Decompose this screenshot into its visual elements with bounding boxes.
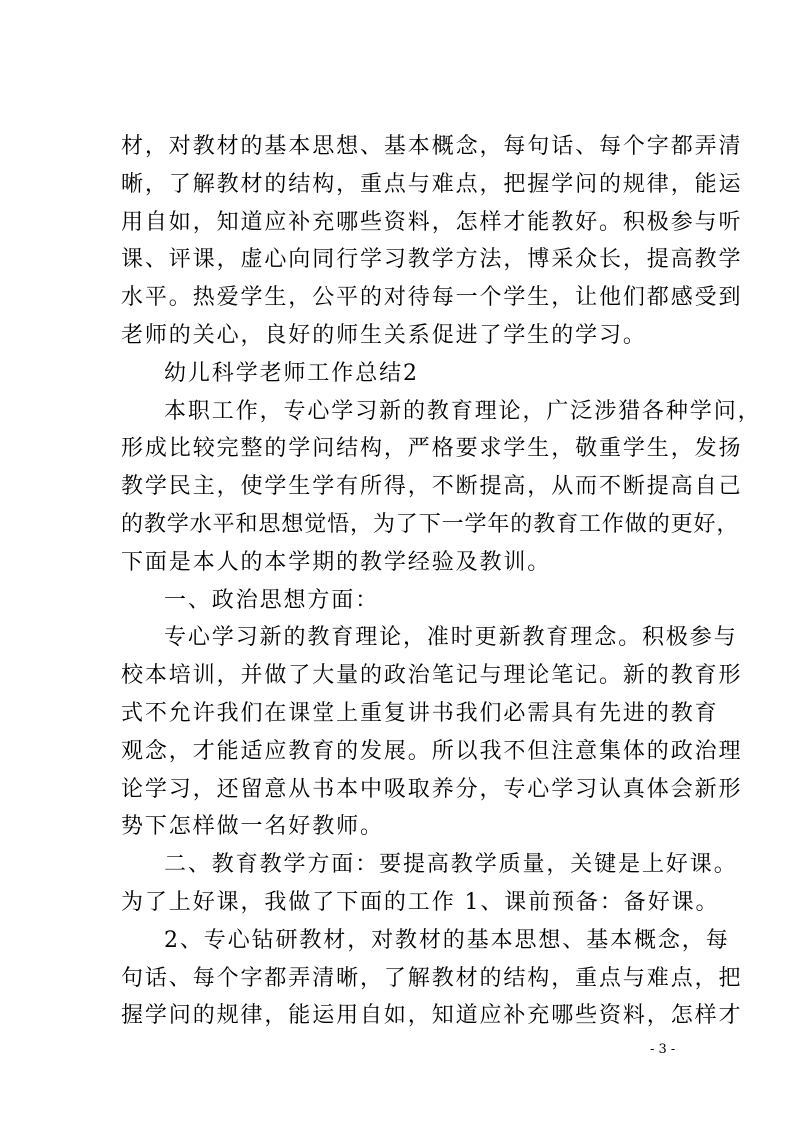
- page-number: - 3 -: [650, 1042, 676, 1057]
- paragraph-line: 本职工作，专心学习新的教育理论，广泛涉猎各种学问，: [164, 399, 762, 424]
- paragraph-line: 2、专心钻研教材，对教材的基本思想、基本概念，每: [164, 928, 730, 953]
- paragraph-line: 晰，了解教材的结构，重点与难点，把握学问的规律，能运: [121, 172, 743, 197]
- section-heading: 一、政治思想方面：: [164, 588, 380, 613]
- paragraph-line: 形成比较完整的学问结构，严格要求学生，敬重学生，发扬: [121, 436, 743, 461]
- section-heading: 二、教育教学方面：要提高教学质量，关键是上好课。: [164, 852, 738, 877]
- paragraph-line: 为了上好课，我做了下面的工作 1、课前预备：备好课。: [121, 890, 720, 915]
- paragraph-line: 校本培训，并做了大量的政治笔记与理论笔记。新的教育形: [121, 663, 743, 688]
- paragraph-line: 教学民主，使学生学有所得，不断提高，从而不断提高自己: [121, 474, 743, 499]
- paragraph-line: 论学习，还留意从书本中吸取养分，专心学习认真体会新形: [121, 777, 743, 802]
- paragraph-line: 课、评课，虚心向同行学习教学方法，博采众长，提高教学: [121, 247, 743, 272]
- paragraph-line: 材，对教材的基本思想、基本概念，每句话、每个字都弄清: [121, 134, 743, 159]
- paragraph-line: 老师的关心，良好的师生关系促进了学生的学习。: [121, 323, 647, 348]
- paragraph-line: 的教学水平和思想觉悟，为了下一学年的教育工作做的更好，: [121, 512, 740, 537]
- section-heading: 幼儿科学老师工作总结2: [164, 361, 419, 386]
- paragraph-line: 句话、每个字都弄清晰，了解教材的结构，重点与难点，把: [121, 966, 743, 991]
- paragraph-line: 专心学习新的教育理论，准时更新教育理念。积极参与: [164, 625, 738, 650]
- paragraph-line: 水平。热爱学生，公平的对待每一个学生，让他们都感受到: [121, 285, 743, 310]
- paragraph-line: 观念，才能适应教育的发展。所以我不但注意集体的政治理: [121, 739, 743, 764]
- paragraph-line: 用自如，知道应补充哪些资料，怎样才能教好。积极参与听: [121, 210, 743, 235]
- paragraph-line: 势下怎样做一名好教师。: [121, 814, 384, 839]
- paragraph-line: 式不允许我们在课堂上重复讲书我们必需具有先进的教育: [121, 701, 719, 726]
- paragraph-line: 握学问的规律，能运用自如，知道应补充哪些资料，怎样才: [121, 1003, 743, 1028]
- paragraph-line: 下面是本人的本学期的教学经验及教训。: [121, 550, 552, 575]
